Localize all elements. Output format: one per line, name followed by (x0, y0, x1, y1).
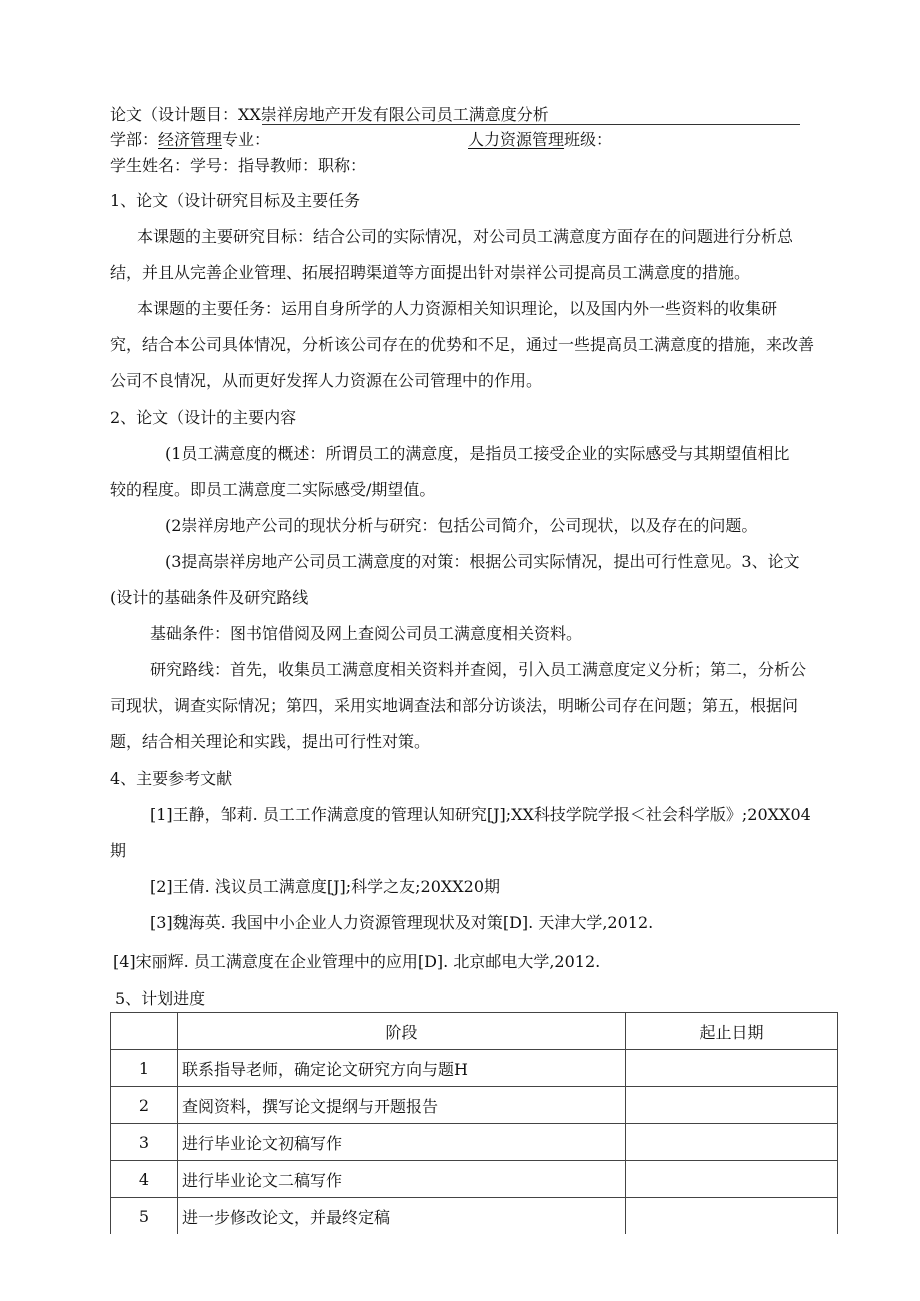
section-3-basis: 基础条件：图书馆借阅及网上查阅公司员工满意度相关资料。 (150, 624, 583, 643)
row-dates (626, 1161, 838, 1198)
section-1-paragraph-1: 本课题的主要研究目标：结合公司的实际情况，对公司员工满意度方面存在的问题进行分析总 (137, 227, 794, 246)
row-number: 5 (111, 1198, 178, 1235)
section-3-heading: (设计的基础条件及研究路线 (110, 588, 309, 607)
thesis-title-label: 论文（设计题目： (110, 105, 239, 124)
thesis-title-value: XX崇祥房地产开发有限公司员工满意度分析 (238, 105, 549, 124)
row-stage: 进行毕业论文二稿写作 (178, 1161, 626, 1198)
section-1-paragraph-2-cont: 究，结合本公司具体情况，分析该公司存在的优势和不足，通过一些提高员工满意度的措施，来改善 (110, 335, 815, 354)
row-stage: 联系指导老师，确定论文研究方向与题H (178, 1050, 626, 1087)
table-row (111, 1198, 838, 1235)
section-2-item-2: (2崇祥房地产公司的现状分析与研究：包括公司简介，公司现状，以及存在的问题。 (165, 516, 758, 535)
reference-4: [4]宋丽辉. 员工满意度在企业管理中的应用[D]. 北京邮电大学,2012. (113, 952, 601, 971)
section-1-paragraph-2-end: 公司不良情况，从而更好发挥人力资源在公司管理中的作用。 (110, 371, 543, 390)
section-5-heading: 5、计划进度 (115, 989, 206, 1008)
schedule-table (110, 1012, 838, 1234)
row-stage: 进一步修改论文，并最终定稿 (178, 1198, 626, 1235)
row-dates (626, 1124, 838, 1161)
class-label: 班级： (564, 130, 613, 149)
table-row (111, 1050, 838, 1087)
section-1-paragraph-1-cont: 结，并且从完善企业管理、拓展招聘渠道等方面提出针对崇祥公司提高员工满意度的措施。 (110, 263, 751, 282)
student-info-line: 学生姓名：学号：指导教师：职称： (110, 156, 367, 175)
schedule-header-stage: 阶段 (178, 1013, 626, 1050)
department-line (110, 129, 270, 151)
row-dates (626, 1198, 838, 1235)
schedule-header-dates: 起止日期 (626, 1013, 838, 1050)
department-label: 学部： (110, 130, 159, 149)
title-underline-rule (262, 124, 800, 125)
section-1-heading: 1、论文（设计研究目标及主要任务 (110, 191, 361, 210)
row-number: 4 (111, 1161, 178, 1198)
major-label: 专业： (222, 130, 271, 149)
reference-3: [3]魏海英. 我国中小企业人力资源管理现状及对策[D]. 天津大学,2012. (150, 913, 654, 932)
row-stage: 查阅资料，撰写论文提纲与开题报告 (178, 1087, 626, 1124)
section-2-heading: 2、论文（设计的主要内容 (110, 408, 297, 427)
section-3-route-end: 题，结合相关理论和实践，提出可行性对策。 (110, 732, 431, 751)
row-dates (626, 1050, 838, 1087)
schedule-header-num (111, 1013, 178, 1050)
reference-1: [1]王静，邹莉. 员工工作满意度的管理认知研究[J];XX科技学院学报＜社会科学版》;20XX04 (150, 805, 811, 824)
table-row (111, 1161, 838, 1198)
section-3-route: 研究路线：首先，收集员工满意度相关资料并查阅，引入员工满意度定义分析；第二，分析公 (150, 660, 807, 679)
major-class-line (468, 129, 612, 151)
row-dates (626, 1087, 838, 1124)
row-number: 2 (111, 1087, 178, 1124)
reference-1-cont: 期 (110, 841, 127, 860)
section-1-paragraph-2: 本课题的主要任务：运用自身所学的人力资源相关知识理论，以及国内外一些资料的收集研 (137, 299, 778, 318)
table-row (111, 1087, 838, 1124)
section-3-route-cont: 司现状，调查实际情况；第四，采用实地调查法和部分访谈法，明晰公司存在问题；第五，根据问 (110, 696, 799, 715)
section-2-item-1: (1员工满意度的概述：所谓员工的满意度，是指员工接受企业的实际感受与其期望值相比 (165, 444, 790, 463)
section-2-item-3: (3提高崇祥房地产公司员工满意度的对策：根据公司实际情况，提出可行性意见。3、论文 (165, 552, 800, 571)
thesis-title-line (110, 104, 549, 126)
schedule-header-row (111, 1013, 838, 1050)
major-value: 人力资源管理 (468, 130, 565, 149)
row-number: 1 (111, 1050, 178, 1087)
row-stage: 进行毕业论文初稿写作 (178, 1124, 626, 1161)
table-row (111, 1124, 838, 1161)
department-value: 经济管理 (158, 130, 223, 149)
reference-2: [2]王倩. 浅议员工满意度[J];科学之友;20XX20期 (150, 877, 501, 896)
section-4-heading: 4、主要参考文献 (110, 769, 233, 788)
section-2-item-1-cont: 较的程度。即员工满意度二实际感受/期望值。 (110, 480, 436, 499)
row-number: 3 (111, 1124, 178, 1161)
